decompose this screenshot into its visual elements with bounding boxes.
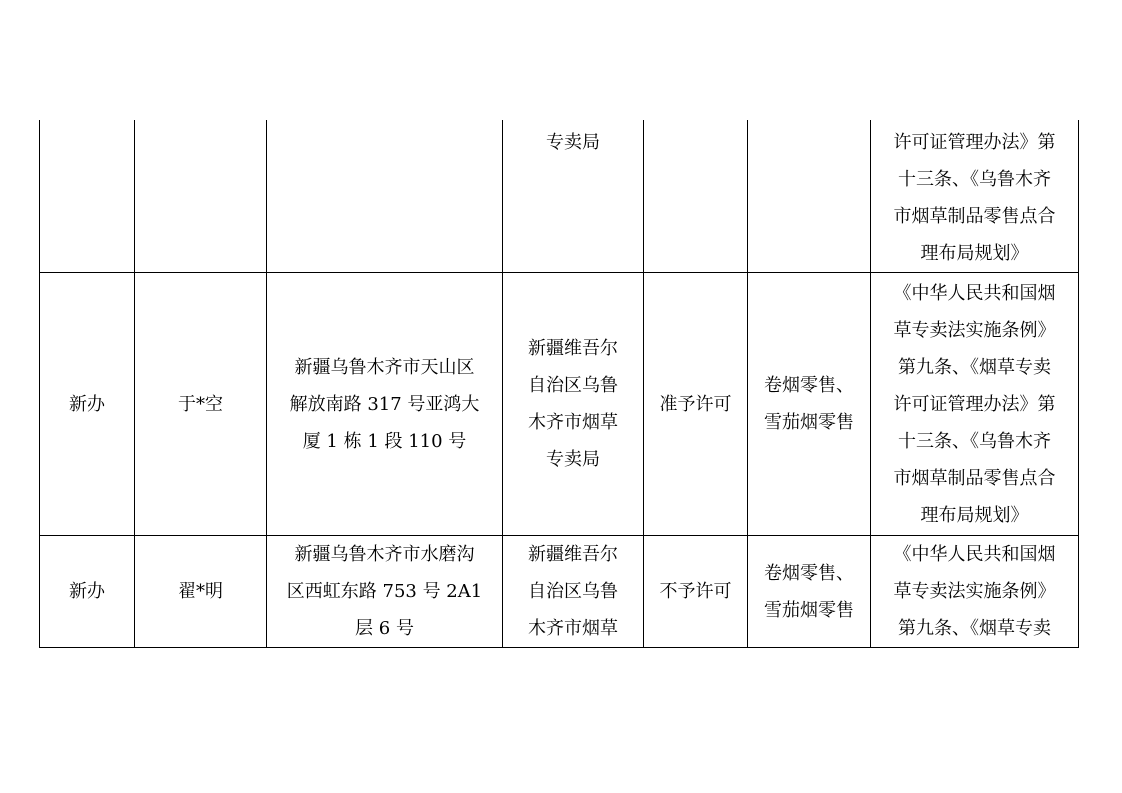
table-row <box>40 120 1079 273</box>
applicant-name-cell: 翟*明 <box>135 536 267 648</box>
application-type-cell: 新办 <box>40 273 135 536</box>
business-address-cell: 新疆乌鲁木齐市水磨沟 区西虹东路 753 号 2A1 层 6 号 <box>267 536 503 648</box>
business-scope-cell <box>748 120 871 273</box>
business-scope-cell: 卷烟零售、 雪茄烟零售 <box>748 273 871 536</box>
legal-basis-cell: 《中华人民共和国烟 草专卖法实施条例》 第九条、《烟草专卖 许可证管理办法》第 十三条、《乌鲁木齐 市烟草制品零售点合 理布局规划》 <box>871 273 1079 536</box>
application-type-cell <box>40 120 135 273</box>
licensing-authority-cell: 专卖局 <box>503 120 644 273</box>
business-address-cell: 新疆乌鲁木齐市天山区 解放南路 317 号亚鸿大 厦 1 栋 1 段 110 号 <box>267 273 503 536</box>
table-row <box>40 273 1079 536</box>
legal-basis-cell: 许可证管理办法》第 十三条、《乌鲁木齐 市烟草制品零售点合 理布局规划》 <box>871 120 1079 273</box>
licensing-authority-cell: 新疆维吾尔 自治区乌鲁 木齐市烟草 专卖局 <box>503 273 644 536</box>
table-row <box>40 536 1079 648</box>
applicant-name-cell <box>135 120 267 273</box>
decision-cell <box>644 120 748 273</box>
business-address-cell <box>267 120 503 273</box>
licensing-authority-cell: 新疆维吾尔 自治区乌鲁 木齐市烟草 <box>503 536 644 648</box>
legal-basis-cell: 《中华人民共和国烟 草专卖法实施条例》 第九条、《烟草专卖 <box>871 536 1079 648</box>
decision-cell: 不予许可 <box>644 536 748 648</box>
business-scope-cell: 卷烟零售、 雪茄烟零售 <box>748 536 871 648</box>
license-decision-table <box>39 120 1079 648</box>
application-type-cell: 新办 <box>40 536 135 648</box>
applicant-name-cell: 于*空 <box>135 273 267 536</box>
decision-cell: 准予许可 <box>644 273 748 536</box>
